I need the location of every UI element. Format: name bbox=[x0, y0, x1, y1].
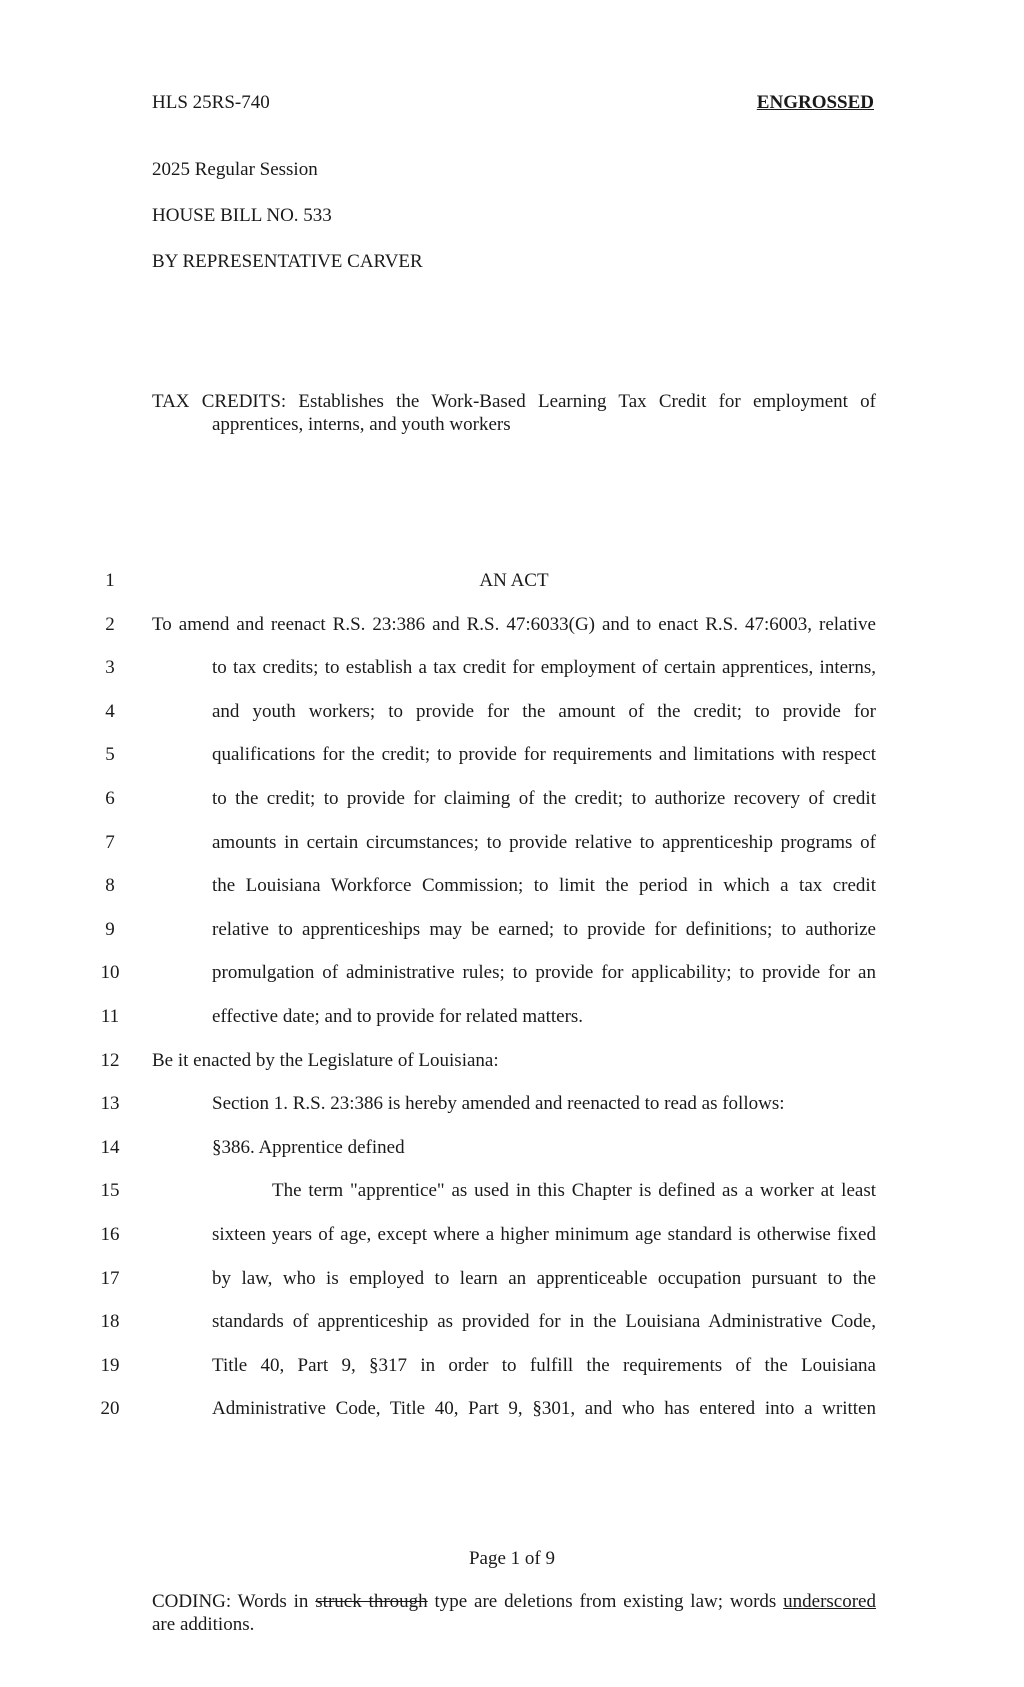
bill-line bbox=[0, 614, 1024, 644]
line-text: §386. Apprentice defined bbox=[212, 1136, 405, 1158]
line-text: promulgation of administrative rules; to provide for applicability; to provide for an bbox=[212, 962, 876, 984]
coding-note bbox=[152, 1590, 876, 1636]
line-number: 3 bbox=[105, 657, 115, 679]
bill-line bbox=[0, 1311, 1024, 1341]
bill-line bbox=[0, 701, 1024, 731]
line-text: the Louisiana Workforce Commission; to limit the period in which a tax credit bbox=[212, 875, 876, 897]
line-number: 4 bbox=[105, 700, 115, 722]
bill-line bbox=[0, 744, 1024, 774]
line-number: 19 bbox=[100, 1354, 120, 1376]
bill-line bbox=[0, 788, 1024, 818]
coding-prefix: CODING: Words in bbox=[152, 1591, 316, 1612]
bill-line bbox=[0, 657, 1024, 687]
bill-line bbox=[0, 1006, 1024, 1036]
line-text: by law, who is employed to learn an apprenticeable occupation pursuant to the bbox=[212, 1267, 876, 1289]
line-text: Title 40, Part 9, §317 in order to fulfill the requirements of the Louisiana bbox=[212, 1354, 876, 1376]
bill-line bbox=[0, 875, 1024, 905]
line-number: 16 bbox=[100, 1224, 120, 1245]
digest-line-1: TAX CREDITS: Establishes the Work-Based Learning Tax Credit for employment of bbox=[152, 391, 876, 412]
line-text: The term "apprentice" as used in this Chapter is defined as a worker at least bbox=[272, 1180, 876, 1202]
digest-line-2: apprentices, interns, and youth workers bbox=[212, 414, 511, 435]
document-id: HLS 25RS-740 bbox=[152, 92, 270, 113]
page-number: Page 1 of 9 bbox=[468, 1548, 555, 1569]
line-text: to the credit; to provide for claiming of the credit; to authorize recovery of credit bbox=[212, 788, 876, 809]
line-text: To amend and reenact R.S. 23:386 and R.S. 47:6033(G) and to enact R.S. 47:6003, relative bbox=[152, 613, 876, 635]
line-text: sixteen years of age, except where a higher minimum age standard is otherwise fixed bbox=[212, 1224, 876, 1245]
line-text: Be it enacted by the Legislature of Louisiana: bbox=[152, 1049, 499, 1071]
coding-line-1 bbox=[152, 1590, 876, 1613]
line-text: qualifications for the credit; to provide for requirements and limitations with respect bbox=[212, 744, 876, 766]
bill-line bbox=[0, 962, 1024, 992]
bill-digest bbox=[152, 390, 876, 436]
line-number: 6 bbox=[105, 788, 115, 809]
bill-line bbox=[0, 1398, 1024, 1428]
line-number: 13 bbox=[100, 1093, 120, 1115]
line-number: 10 bbox=[100, 962, 120, 984]
line-number: 17 bbox=[100, 1267, 120, 1289]
bill-line bbox=[0, 832, 1024, 862]
line-text: and youth workers; to provide for the amount of the credit; to provide for bbox=[212, 700, 876, 722]
line-text: to tax credits; to establish a tax credit for employment of certain apprentices, interns, bbox=[212, 657, 876, 679]
line-number: 14 bbox=[100, 1136, 120, 1158]
line-number: 8 bbox=[105, 875, 115, 897]
line-number: 18 bbox=[100, 1311, 120, 1333]
line-number: 7 bbox=[105, 831, 115, 853]
status-label: ENGROSSED bbox=[756, 92, 874, 113]
line-number: 5 bbox=[105, 744, 115, 766]
bill-line bbox=[0, 1355, 1024, 1385]
line-text: AN ACT bbox=[479, 570, 549, 591]
line-number: 12 bbox=[100, 1049, 120, 1071]
line-text: amounts in certain circumstances; to provide relative to apprenticeship programs of bbox=[212, 831, 876, 853]
coding-struck-example: struck through bbox=[315, 1591, 428, 1612]
line-text: effective date; and to provide for related matters. bbox=[212, 1006, 584, 1027]
line-number: 2 bbox=[105, 613, 115, 635]
bill-line bbox=[0, 1137, 1024, 1167]
bill-line bbox=[0, 1224, 1024, 1254]
coding-middle: type are deletions from existing law; words bbox=[427, 1591, 784, 1612]
bill-line bbox=[0, 1050, 1024, 1080]
line-number: 11 bbox=[100, 1006, 120, 1027]
bill-line bbox=[0, 1180, 1024, 1210]
line-text: relative to apprenticeships may be earned; to provide for definitions; to authorize bbox=[212, 918, 876, 940]
bill-author: BY REPRESENTATIVE CARVER bbox=[152, 251, 423, 272]
line-number: 15 bbox=[100, 1180, 120, 1202]
line-text: Section 1. R.S. 23:386 is hereby amended and reenacted to read as follows: bbox=[212, 1093, 785, 1115]
line-number: 1 bbox=[105, 570, 115, 591]
coding-underscored-example: underscored bbox=[783, 1591, 876, 1612]
bill-number: HOUSE BILL NO. 533 bbox=[152, 205, 332, 226]
line-number: 20 bbox=[100, 1398, 120, 1420]
bill-line bbox=[0, 1093, 1024, 1123]
bill-line bbox=[0, 570, 1024, 600]
line-text: Administrative Code, Title 40, Part 9, §301, and who has entered into a written bbox=[212, 1398, 876, 1420]
bill-line bbox=[0, 919, 1024, 949]
session-title: 2025 Regular Session bbox=[152, 159, 318, 180]
line-number: 9 bbox=[105, 918, 115, 940]
coding-line-2: are additions. bbox=[152, 1614, 255, 1635]
line-text: standards of apprenticeship as provided for in the Louisiana Administrative Code, bbox=[212, 1311, 876, 1333]
bill-line bbox=[0, 1268, 1024, 1298]
